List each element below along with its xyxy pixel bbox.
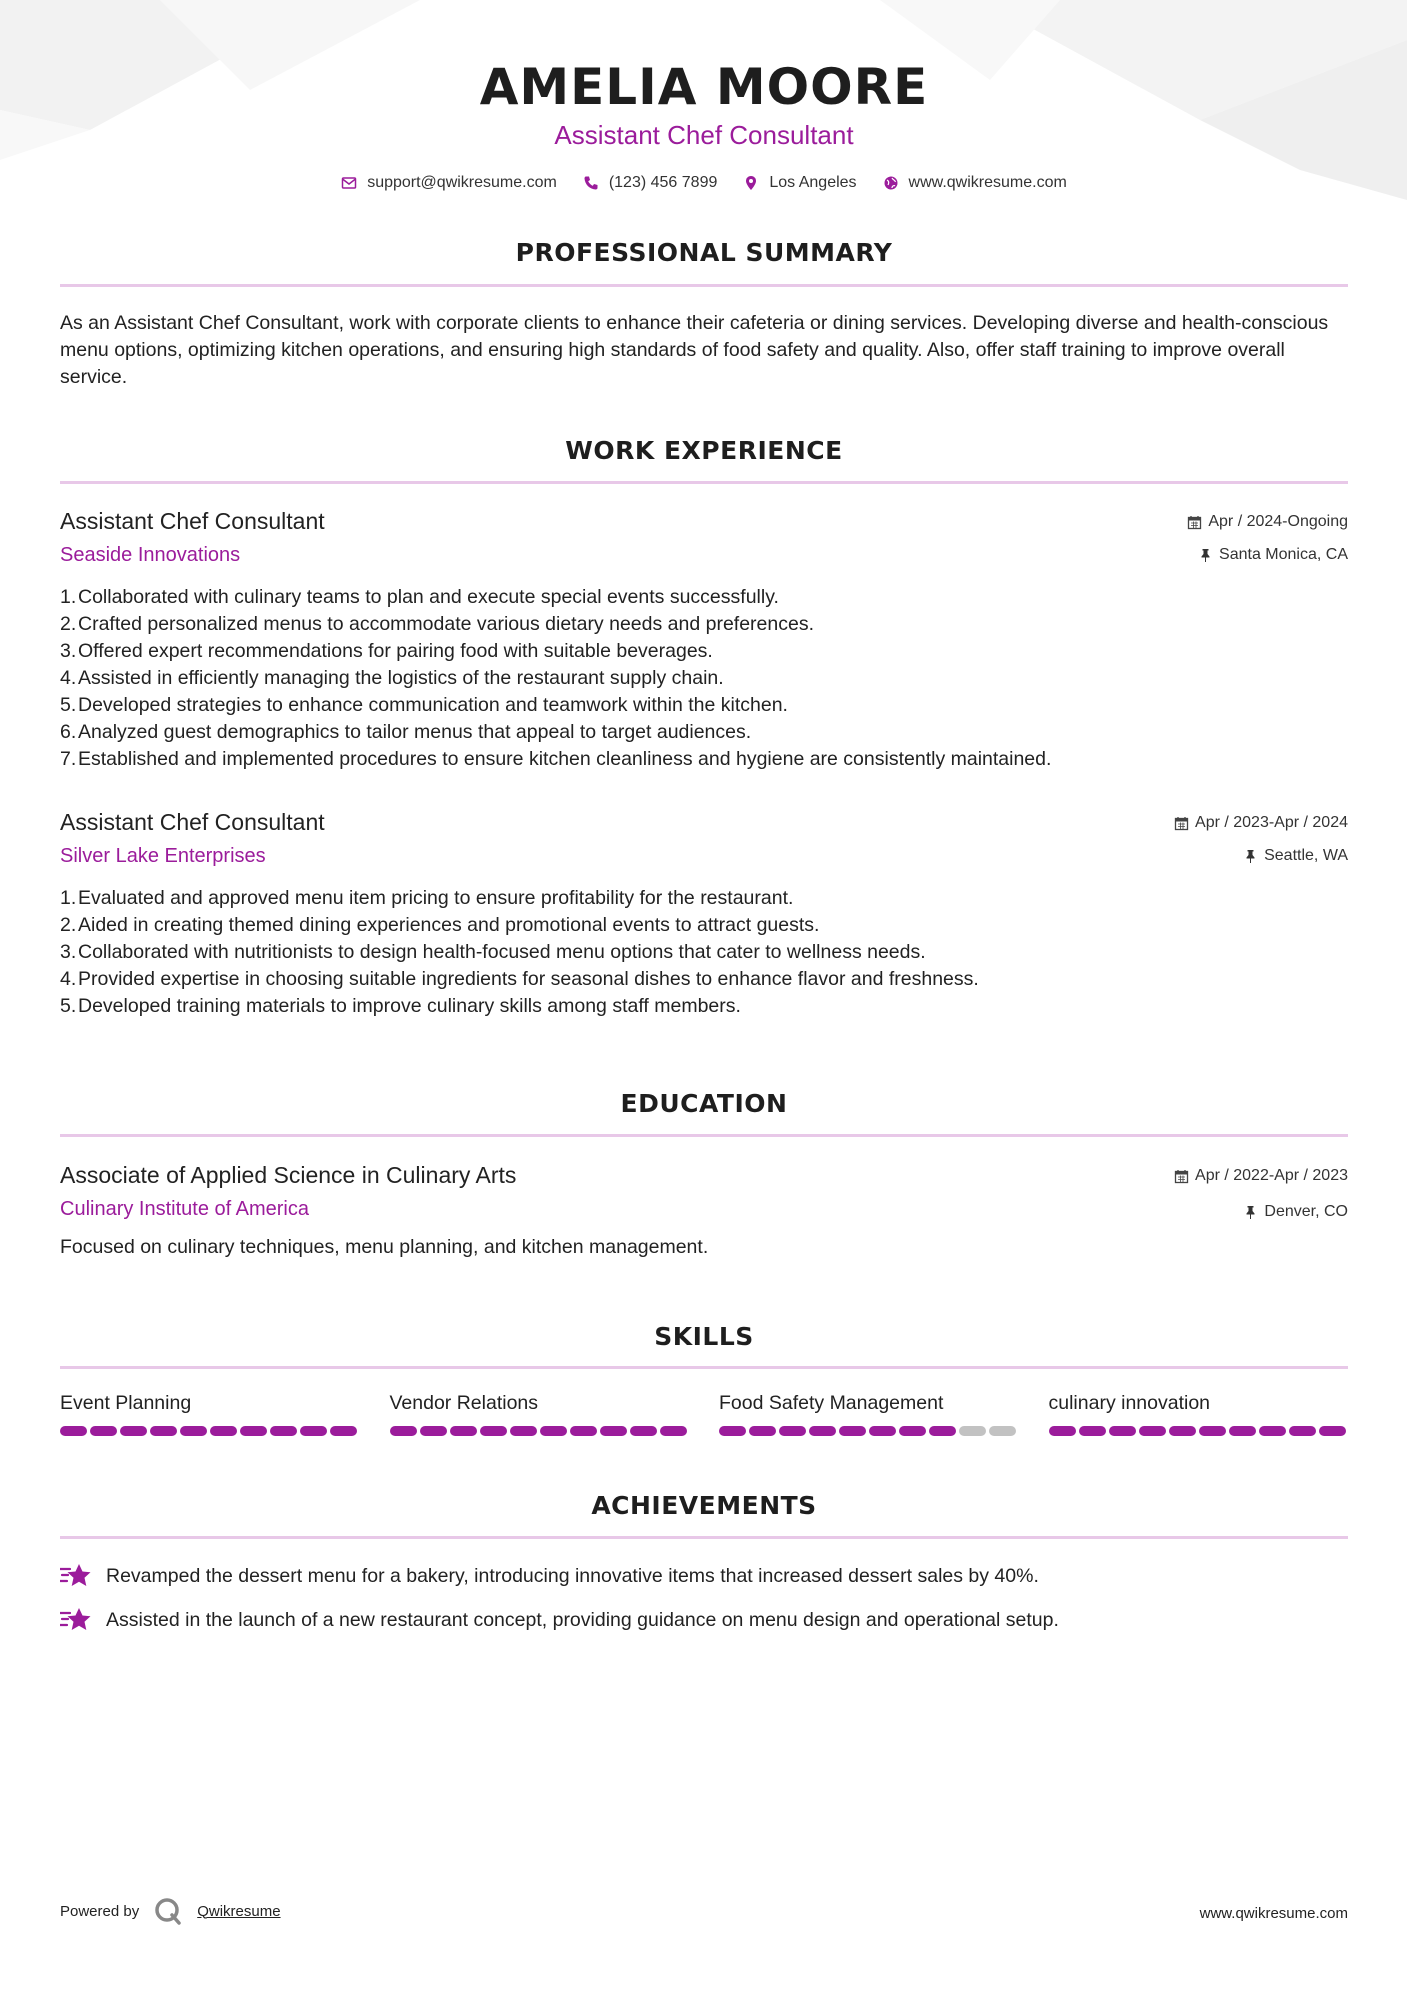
list-item: 6. Analyzed guest demographics to tailor menus that appeal to target audiences. xyxy=(60,721,752,743)
job-location xyxy=(1187,545,1348,565)
achievements-divider xyxy=(60,1536,1348,1539)
skill-segment-filled xyxy=(180,1426,207,1436)
achievement-item xyxy=(60,1561,1348,1591)
skills-heading: SKILLS xyxy=(654,1322,754,1351)
experience-heading: WORK EXPERIENCE xyxy=(565,436,843,465)
shooting-star-icon xyxy=(60,1561,92,1591)
candidate-role: Assistant Chef Consultant xyxy=(554,120,854,150)
job-bullets xyxy=(60,584,1348,773)
qwikresume-link[interactable]: Qwikresume xyxy=(197,1902,281,1920)
contact-website-text: www.qwikresume.com xyxy=(908,174,1067,191)
skill-segment-filled xyxy=(570,1426,597,1436)
skill-name: culinary innovation xyxy=(1048,1392,1211,1414)
job-dates-text: Apr / 2024-Ongoing xyxy=(1208,513,1348,530)
phone-icon xyxy=(583,175,599,191)
skill-segment-filled xyxy=(899,1426,926,1436)
skill-segment-filled xyxy=(300,1426,327,1436)
pushpin-icon xyxy=(1243,1205,1258,1220)
skill-level-bar xyxy=(390,1426,690,1436)
job-title: Assistant Chef Consultant xyxy=(60,508,325,534)
education-dates xyxy=(1174,1166,1348,1186)
skill-item xyxy=(719,1392,1019,1436)
job-dates xyxy=(1187,512,1348,532)
skill-segment-filled xyxy=(270,1426,297,1436)
skill-name: Vendor Relations xyxy=(389,1392,539,1414)
pushpin-icon xyxy=(1243,849,1258,864)
job-dates xyxy=(1174,813,1348,833)
skill-segment-filled xyxy=(120,1426,147,1436)
skill-segment-filled xyxy=(390,1426,417,1436)
skill-segment-filled xyxy=(1319,1426,1346,1436)
list-item: 3. Collaborated with nutritionists to design health-focused menu options that cater to wellness needs. xyxy=(60,941,926,963)
skill-level-bar xyxy=(719,1426,1019,1436)
job-dates-text: Apr / 2023-Apr / 2024 xyxy=(1195,814,1348,831)
skills-list xyxy=(60,1392,1348,1436)
skill-item xyxy=(390,1392,690,1436)
contact-bar xyxy=(60,174,1348,192)
contact-phone-text: (123) 456 7899 xyxy=(608,174,718,191)
skill-segment-filled xyxy=(1169,1426,1196,1436)
globe-icon xyxy=(883,175,899,191)
calendar-icon xyxy=(1187,515,1202,530)
job-location xyxy=(1174,846,1348,866)
list-item: 7. Established and implemented procedures to ensure kitchen cleanliness and hygiene are consistently maintained. xyxy=(60,748,1052,770)
skill-item xyxy=(1049,1392,1349,1436)
job-location-text: Santa Monica, CA xyxy=(1219,546,1348,563)
job-company: Silver Lake Enterprises xyxy=(60,845,266,867)
skill-name: Event Planning xyxy=(60,1392,192,1414)
map-pin-icon xyxy=(743,175,759,191)
list-item: 5. Developed training materials to improve culinary skills among staff members. xyxy=(60,995,741,1017)
pushpin-icon xyxy=(1198,548,1213,563)
skill-segment-filled xyxy=(660,1426,687,1436)
skill-segment-empty xyxy=(989,1426,1016,1436)
education-description: Focused on culinary techniques, menu planning, and kitchen management. xyxy=(60,1236,709,1258)
contact-phone[interactable] xyxy=(583,174,718,192)
skill-segment-filled xyxy=(719,1426,746,1436)
achievement-text: Revamped the dessert menu for a bakery, introducing innovative items that increased dessert sales by 40%. xyxy=(106,1564,1039,1587)
skill-segment-filled xyxy=(1139,1426,1166,1436)
skill-segment-filled xyxy=(480,1426,507,1436)
skill-level-bar xyxy=(60,1426,360,1436)
skill-segment-filled xyxy=(1289,1426,1316,1436)
skill-segment-filled xyxy=(540,1426,567,1436)
skill-segment-filled xyxy=(749,1426,776,1436)
education-divider xyxy=(60,1134,1348,1137)
achievement-text: Assisted in the launch of a new restaurant concept, providing guidance on menu design and operational setup. xyxy=(106,1608,1059,1631)
envelope-icon xyxy=(341,175,357,191)
experience-divider xyxy=(60,481,1348,484)
skill-segment-filled xyxy=(420,1426,447,1436)
skill-segment-filled xyxy=(450,1426,477,1436)
education-meta xyxy=(1174,1166,1348,1222)
degree-title: Associate of Applied Science in Culinary Arts xyxy=(60,1162,517,1188)
list-item: 3. Offered expert recommendations for pairing food with suitable beverages. xyxy=(60,640,713,662)
skill-segment-filled xyxy=(330,1426,357,1436)
education-location-text: Denver, CO xyxy=(1264,1203,1348,1220)
list-item: 5. Developed strategies to enhance communication and teamwork within the kitchen. xyxy=(60,694,788,716)
summary-text: As an Assistant Chef Consultant, work with corporate clients to enhance their cafeteria or dining services. Developing diverse and health-conscious menu options, optimizing kitchen operations, and ensuring high standards of food safety and quality. Also, offer staff training to improve overall service. xyxy=(60,312,1329,388)
powered-by-label: Powered by xyxy=(60,1902,140,1920)
education-location xyxy=(1174,1202,1348,1222)
achievements-heading: ACHIEVEMENTS xyxy=(591,1491,817,1520)
skill-level-bar xyxy=(1049,1426,1349,1436)
skills-divider xyxy=(60,1366,1348,1369)
job-title: Assistant Chef Consultant xyxy=(60,809,325,835)
skill-segment-filled xyxy=(929,1426,956,1436)
skill-item xyxy=(60,1392,360,1436)
contact-email[interactable] xyxy=(341,174,557,192)
shooting-star-icon xyxy=(60,1605,92,1635)
contact-website[interactable] xyxy=(883,174,1067,192)
skill-segment-filled xyxy=(839,1426,866,1436)
skill-name: Food Safety Management xyxy=(719,1392,944,1414)
candidate-name: AMELIA MOORE xyxy=(479,58,929,116)
skill-segment-filled xyxy=(630,1426,657,1436)
job-bullets xyxy=(60,885,1348,1020)
list-item: 1. Evaluated and approved menu item pricing to ensure profitability for the restaurant. xyxy=(60,887,794,909)
skill-segment-filled xyxy=(1229,1426,1256,1436)
list-item: 4. Provided expertise in choosing suitable ingredients for seasonal dishes to enhance flavor and freshness. xyxy=(60,968,979,990)
job-meta xyxy=(1187,512,1348,565)
skill-segment-filled xyxy=(1199,1426,1226,1436)
achievement-item xyxy=(60,1605,1348,1635)
education-dates-text: Apr / 2022-Apr / 2023 xyxy=(1195,1167,1348,1184)
summary-heading: PROFESSIONAL SUMMARY xyxy=(515,238,893,267)
skill-segment-filled xyxy=(1109,1426,1136,1436)
job-location-text: Seattle, WA xyxy=(1264,847,1348,864)
calendar-icon xyxy=(1174,816,1189,831)
skill-segment-filled xyxy=(240,1426,267,1436)
skill-segment-filled xyxy=(150,1426,177,1436)
summary-divider xyxy=(60,284,1348,287)
skill-segment-filled xyxy=(1079,1426,1106,1436)
skill-segment-filled xyxy=(809,1426,836,1436)
list-item: 1. Collaborated with culinary teams to plan and execute special events successfully. xyxy=(60,586,779,608)
list-item: 2. Crafted personalized menus to accommodate various dietary needs and preferences. xyxy=(60,613,814,635)
job-meta xyxy=(1174,813,1348,866)
footer-powered-by xyxy=(60,1896,281,1926)
skill-segment-filled xyxy=(779,1426,806,1436)
school-name: Culinary Institute of America xyxy=(60,1198,309,1220)
skill-segment-filled xyxy=(60,1426,87,1436)
job-company: Seaside Innovations xyxy=(60,544,241,566)
skill-segment-filled xyxy=(600,1426,627,1436)
qwikresume-logo-icon xyxy=(153,1896,183,1926)
education-heading: EDUCATION xyxy=(620,1089,788,1118)
contact-location xyxy=(743,174,856,192)
skill-segment-empty xyxy=(959,1426,986,1436)
skill-segment-filled xyxy=(1259,1426,1286,1436)
footer-website-link[interactable]: www.qwikresume.com xyxy=(1199,1905,1348,1922)
skill-segment-filled xyxy=(1049,1426,1076,1436)
list-item: 2. Aided in creating themed dining experiences and promotional events to attract guests. xyxy=(60,914,820,936)
skill-segment-filled xyxy=(210,1426,237,1436)
contact-email-text: support@qwikresume.com xyxy=(367,174,557,191)
skill-segment-filled xyxy=(90,1426,117,1436)
skill-segment-filled xyxy=(510,1426,537,1436)
contact-location-text: Los Angeles xyxy=(769,174,857,191)
calendar-icon xyxy=(1174,1169,1189,1184)
skill-segment-filled xyxy=(869,1426,896,1436)
list-item: 4. Assisted in efficiently managing the logistics of the restaurant supply chain. xyxy=(60,667,724,689)
